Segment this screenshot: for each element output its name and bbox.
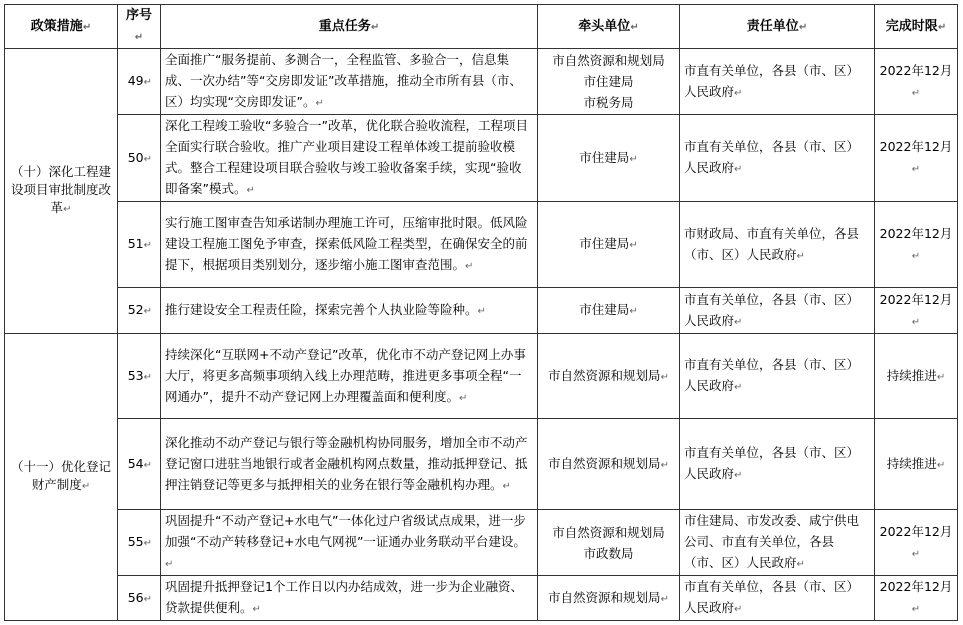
index-cell: 49↵ xyxy=(118,49,161,115)
task-cell: 全面推广“服务提前、多测合一，全程监管、多验合一，信息集成、一次办结”等“交房即发证”改革措施，推动全市所有县（市、区）均实现“交房即发证”。↵ xyxy=(161,49,538,115)
header-deadline: 完成时限↵ xyxy=(875,5,958,49)
task-cell: 推行建设安全工程责任险，探索完善个人执业险等险种。↵ xyxy=(161,288,538,334)
table-row xyxy=(5,334,958,419)
deadline-cell: 2022年12月↵ xyxy=(875,576,958,621)
header-row xyxy=(5,5,958,49)
task-cell: 实行施工图审查告知承诺制办理施工许可，压缩审批时限。低风险建设工程施工图免予审查，探索低风险工程类型，在确保安全的前提下，根据项目类别划分，逐步缩小施工图审查范围。↵ xyxy=(161,202,538,288)
index-cell: 53↵ xyxy=(118,334,161,419)
header-task: 重点任务↵ xyxy=(161,5,538,49)
index-cell: 55↵ xyxy=(118,510,161,576)
header-lead: 牵头单位↵ xyxy=(538,5,680,49)
table-row xyxy=(5,202,958,288)
index-cell: 51↵ xyxy=(118,202,161,288)
deadline-cell: 2022年12月↵ xyxy=(875,49,958,115)
table-row xyxy=(5,576,958,621)
lead-cell: 市住建局↵ xyxy=(538,202,680,288)
header-index: 序号↵ xyxy=(118,5,161,49)
resp-cell: 市直有关单位，各县（市、区）人民政府↵ xyxy=(680,115,875,202)
deadline-cell: 2022年12月↵ xyxy=(875,510,958,576)
lead-cell: 市自然资源和规划局↵ xyxy=(538,576,680,621)
resp-cell: 市财政局、市直有关单位，各县（市、区）人民政府↵ xyxy=(680,202,875,288)
index-cell: 56↵ xyxy=(118,576,161,621)
table-row xyxy=(5,288,958,334)
table-row xyxy=(5,419,958,510)
lead-cell: 市自然资源和规划局 市政数局 xyxy=(538,510,680,576)
deadline-cell: 2022年12月↵ xyxy=(875,202,958,288)
policy-task-table xyxy=(4,4,958,621)
measure-cell: （十一）优化登记财产制度↵ xyxy=(5,334,118,621)
index-cell: 50↵ xyxy=(118,115,161,202)
resp-cell: 市直有关单位，各县（市、区）人民政府↵ xyxy=(680,334,875,419)
header-measure: 政策措施↵ xyxy=(5,5,118,49)
deadline-cell: 持续推进↵ xyxy=(875,419,958,510)
lead-cell: 市自然资源和规划局↵ xyxy=(538,334,680,419)
index-cell: 52↵ xyxy=(118,288,161,334)
lead-cell: 市自然资源和规划局 市住建局 市税务局 xyxy=(538,49,680,115)
lead-cell: 市自然资源和规划局↵ xyxy=(538,419,680,510)
table-row xyxy=(5,510,958,576)
resp-cell: 市直有关单位，各县（市、区）人民政府↵ xyxy=(680,288,875,334)
lead-cell: 市住建局↵ xyxy=(538,288,680,334)
resp-cell: 市直有关单位，各县（市、区）人民政府↵ xyxy=(680,419,875,510)
task-cell: 深化工程竣工验收“多验合一”改革，优化联合验收流程，工程项目全面实行联合验收。推广产业项目建设工程单体竣工提前验收模式。整合工程建设项目联合验收与竣工验收备案手续，实现“验收即备案”模式。↵ xyxy=(161,115,538,202)
resp-cell: 市直有关单位，各县（市、区）人民政府↵ xyxy=(680,49,875,115)
deadline-cell: 持续推进↵ xyxy=(875,334,958,419)
lead-cell: 市住建局↵ xyxy=(538,115,680,202)
table-row xyxy=(5,49,958,115)
resp-cell: 市直有关单位，各县（市、区）人民政府↵ xyxy=(680,576,875,621)
index-cell: 54↵ xyxy=(118,419,161,510)
task-cell: 持续深化“互联网+不动产登记”改革，优化市不动产登记网上办事大厅，将更多高频事项纳入线上办理范畴，推进更多事项全程“一网通办”，提升不动产登记网上办理覆盖面和便利度。↵ xyxy=(161,334,538,419)
table-row xyxy=(5,115,958,202)
task-cell: 巩固提升“不动产登记+水电气”一体化过户省级试点成果，进一步加强“不动产转移登记+水电气网视”一证通办业务联动平台建设。↵ xyxy=(161,510,538,576)
deadline-cell: 2022年12月↵ xyxy=(875,288,958,334)
task-cell: 深化推动不动产登记与银行等金融机构协同服务，增加全市不动产登记窗口进驻当地银行或者金融机构网点数量，推动抵押登记、抵押注销登记等更多与抵押相关的业务在银行等金融机构办理。↵ xyxy=(161,419,538,510)
header-resp: 责任单位↵ xyxy=(680,5,875,49)
measure-cell: （十）深化工程建设项目审批制度改革↵ xyxy=(5,49,118,334)
deadline-cell: 2022年12月↵ xyxy=(875,115,958,202)
task-cell: 巩固提升抵押登记1个工作日以内办结成效，进一步为企业融资、贷款提供便利。↵ xyxy=(161,576,538,621)
resp-cell: 市住建局、市发改委、咸宁供电公司、市直有关单位，各县（市、区）人民政府↵ xyxy=(680,510,875,576)
